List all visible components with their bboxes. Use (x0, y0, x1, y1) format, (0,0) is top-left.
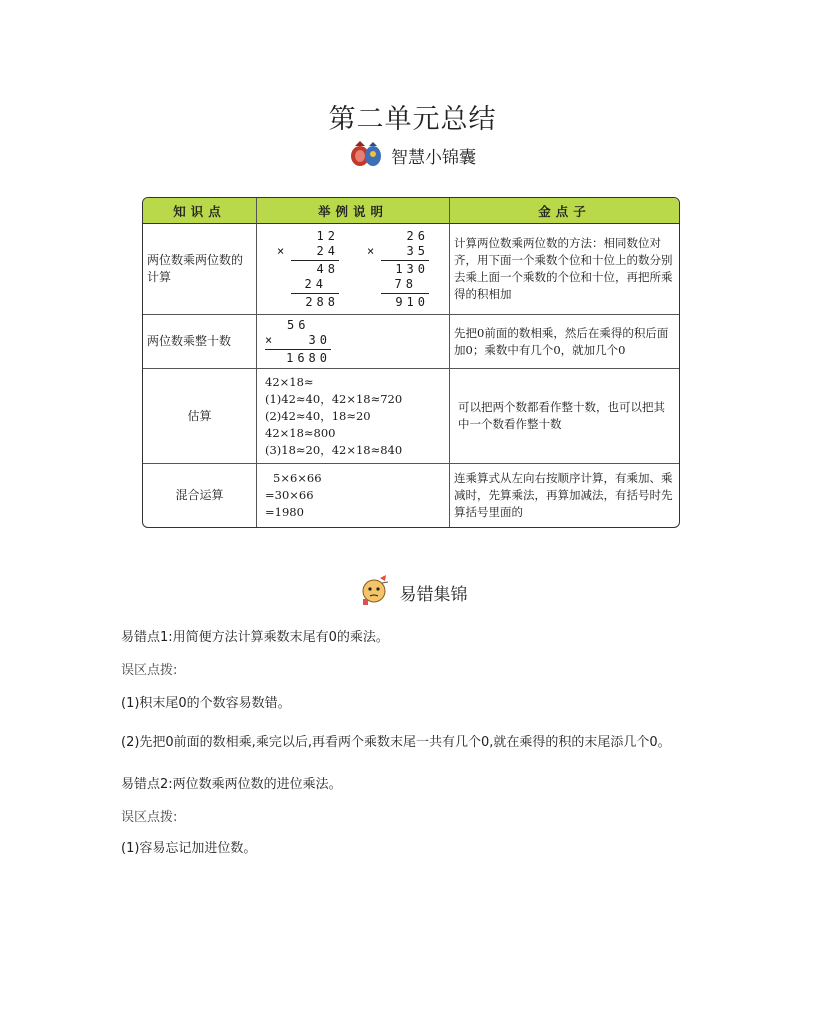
topic-cell: 混合运算 (143, 463, 256, 527)
example-cell (256, 463, 449, 527)
vertical-multiplication: 26 × 35 130 78 910 (367, 228, 429, 309)
table-row (143, 224, 679, 314)
table-header-row (143, 198, 679, 224)
tip-cell: 可以把两个数都看作整十数，也可以把其中一个数看作整十数 (449, 368, 679, 463)
tip-cell: 连乘算式从左向右按顺序计算，有乘加、乘减时，先算乘法，再算加减法，有括号时先算括号里面的 (449, 463, 679, 527)
misconception-label: 误区点拨: (121, 663, 178, 678)
section-heading-label: 易错集锦 (399, 585, 468, 605)
tip-cell: 先把0前面的数相乘，然后在乘得的积后面加0；乘数中有几个0，就加几个0 (449, 314, 679, 368)
tip-cell: 计算两位数乘两位数的方法：相同数位对齐，用下面一个乘数个位和十位上的数分别去乘上面一个乘数的个位和十位，再把所乘得的积相加 (449, 224, 679, 314)
example-line: 42×18≈ (265, 374, 314, 389)
misconception-item: (2)先把0前面的数相乘,乘完以后,再看两个乘数末尾一共有几个0,就在乘得的积的末尾添几个0。 (121, 735, 671, 750)
example-cell (256, 314, 449, 368)
summary-table (142, 197, 680, 528)
table-row (143, 368, 679, 463)
example-line: =30×66 (265, 488, 314, 502)
section-heading-errors (0, 573, 825, 612)
column-header: 知识点 (143, 198, 256, 224)
example-line: (2)42≈40，18≈20 (265, 408, 371, 423)
column-header: 金点子 (449, 198, 679, 224)
section-heading-label: 智慧小锦囊 (391, 148, 476, 168)
example-cell (256, 224, 449, 314)
example-line: (3)18≈20，42×18≈840 (265, 442, 403, 457)
vertical-multiplication: 56 × 30 1680 (265, 317, 331, 365)
misconception-label: 误区点拨: (121, 810, 178, 825)
topic-cell: 估算 (143, 368, 256, 463)
misconception-item: (1)积末尾0的个数容易数错。 (121, 696, 291, 711)
example-line: 42×18≈800 (265, 425, 336, 440)
error-point-title: 易错点2:两位数乘两位数的进位乘法。 (121, 777, 342, 792)
topic-cell: 两位数乘两位数的计算 (147, 253, 244, 284)
vertical-multiplication: 12 × 24 48 24 288 (277, 228, 339, 309)
misconception-item: (1)容易忘记加进位数。 (121, 841, 257, 856)
section-heading-tips (0, 138, 825, 173)
column-header: 举例说明 (256, 198, 449, 224)
example-cell (256, 368, 449, 463)
error-point-title: 易错点1:用简便方法计算乘数末尾有0的乘法。 (121, 630, 389, 645)
example-line: =1980 (265, 505, 304, 519)
page-title: 第二单元总结 (328, 104, 497, 135)
example-line: 5×6×66 (273, 471, 322, 485)
thinking-character-icon (358, 573, 392, 612)
topic-cell: 两位数乘整十数 (143, 314, 256, 368)
table-row (143, 463, 679, 527)
example-line: (1)42≈40，42×18≈720 (265, 391, 403, 406)
table-row (143, 314, 679, 368)
bag-icon (349, 138, 383, 173)
